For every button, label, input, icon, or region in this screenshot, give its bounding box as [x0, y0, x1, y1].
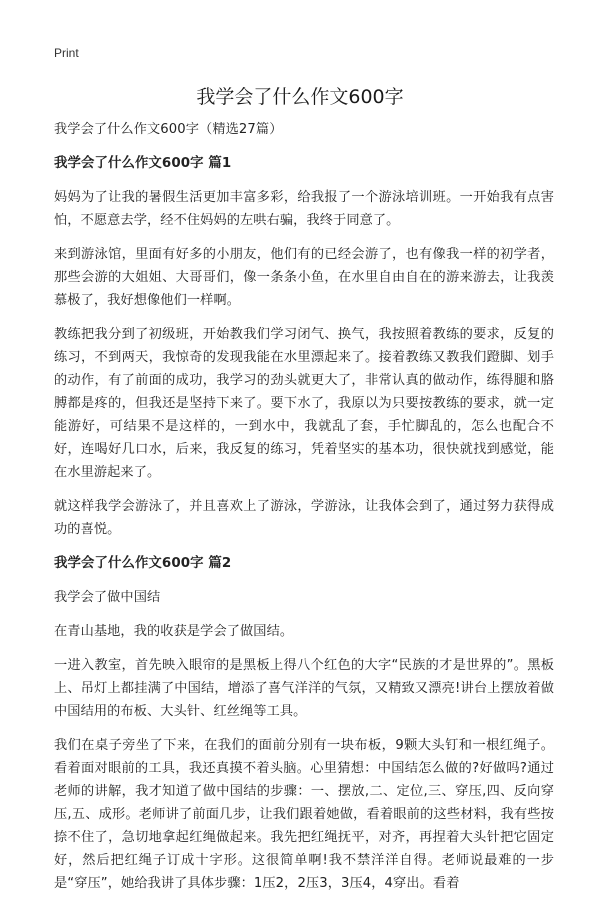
paragraph: 我们在桌子旁坐了下来，在我们的面前分别有一块布板，9颗大头钉和一根红绳子。看着面对眼前的工具，我还真摸不着头脑。心里猜想：中国结怎么做的?好做吗?通过老师的讲解，我才知道了做中国结的步骤：一、摆放,二、定位,三、穿压,四、反向穿压,五、成形。老师讲了前面几步，让我们跟着她做，看着眼前的这些材料，我有些按捺不住了，急切地拿起红绳做起来。我先把红绳抚平，对齐，再捏着大头针把它固定好，然后把红绳子订成十字形。这很简单啊!我不禁洋洋自得。老师说最难的一步是“穿压”，她给我讲了具体步骤：1压2，2压3，3压4，4穿出。看着 [54, 738, 554, 891]
paragraph: 教练把我分到了初级班，开始教我们学习闭气、换气，我按照着教练的要求，反复的练习，不到两天，我惊奇的发现我能在水里漂起来了。接着教练又教我们蹬脚、划手的动作，有了前面的成功，我学习的劲头就更大了，非常认真的做动作，练得腿和胳膊都是疼的，但我还是坚持下来了。要下水了，我原以为只要按教练的要求，就一定能游好，可结果不是这样的，一到水中，我就乱了套，手忙脚乱的，怎么也配合不好，连喝好几口水，后来，我反复的练习，凭着坚实的基本功，很快就找到感觉，能在水里游起来了。 [54, 327, 554, 480]
print-link[interactable]: Print [54, 46, 79, 60]
section-heading: 我学会了什么作文600字 篇1 [54, 156, 232, 171]
article-subtitle: 我学会了什么作文600字（精选27篇） [54, 122, 283, 137]
page-title: 我学会了什么作文600字 [196, 86, 404, 108]
paragraph: 就这样我学会游泳了，并且喜欢上了游泳，学游泳，让我体会到了，通过努力获得成功的喜悦。 [54, 499, 554, 537]
paragraph: 在青山基地，我的收获是学会了做国结。 [54, 624, 294, 639]
article-body [54, 118, 554, 906]
paragraph: 我学会了做中国结 [54, 590, 161, 605]
paragraph: 妈妈为了让我的暑假生活更加丰富多彩，给我报了一个游泳培训班。一开始我有点害怕，不愿意去学，经不住妈妈的左哄右骗，我终于同意了。 [54, 190, 554, 228]
paragraph: 来到游泳馆，里面有好多的小朋友，他们有的已经会游了，也有像我一样的初学者，那些会游的大姐姐、大哥哥们，像一条条小鱼，在水里自由自在的游来游去，让我羡慕极了，我好想像他们一样啊。 [54, 247, 554, 308]
paragraph: 一进入教室，首先映入眼帘的是黑板上得八个红色的大字“民族的才是世界的”。黑板上、吊灯上都挂满了中国结，增添了喜气洋洋的气氛，又精致又漂亮!讲台上摆放着做中国结用的布板、大头针、红丝绳等工具。 [54, 658, 554, 719]
section-heading: 我学会了什么作文600字 篇2 [54, 556, 232, 571]
